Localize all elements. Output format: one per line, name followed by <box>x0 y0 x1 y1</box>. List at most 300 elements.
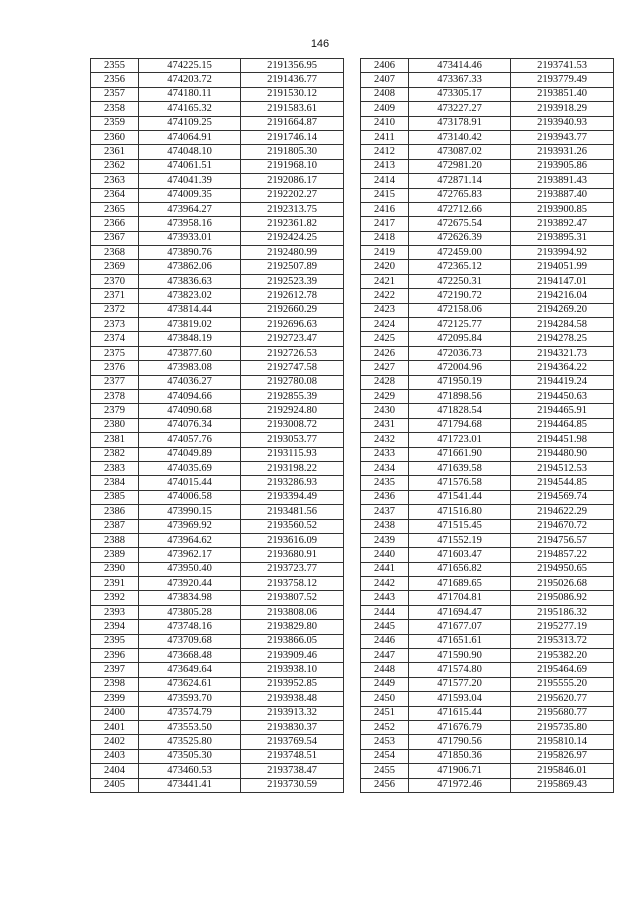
point-number-cell: 2400 <box>91 706 139 720</box>
point-number-cell: 2424 <box>361 318 409 332</box>
table-row <box>91 663 344 677</box>
y-coordinate-cell: 2195555.20 <box>511 677 614 691</box>
point-number-cell: 2370 <box>91 274 139 288</box>
y-coordinate-cell: 2195277.19 <box>511 620 614 634</box>
point-number-cell: 2409 <box>361 102 409 116</box>
table-row <box>91 490 344 504</box>
x-coordinate-cell: 472095.84 <box>409 332 511 346</box>
y-coordinate-cell: 2191968.10 <box>241 159 344 173</box>
table-row <box>91 332 344 346</box>
table-row <box>361 332 614 346</box>
y-coordinate-cell: 2193198.22 <box>241 461 344 475</box>
point-number-cell: 2396 <box>91 649 139 663</box>
x-coordinate-cell: 473990.15 <box>139 505 241 519</box>
x-coordinate-cell: 473890.76 <box>139 246 241 260</box>
x-coordinate-cell: 473624.61 <box>139 677 241 691</box>
point-number-cell: 2365 <box>91 202 139 216</box>
x-coordinate-cell: 474094.66 <box>139 389 241 403</box>
y-coordinate-cell: 2194857.22 <box>511 548 614 562</box>
table-row <box>91 620 344 634</box>
y-coordinate-cell: 2193616.09 <box>241 533 344 547</box>
x-coordinate-cell: 471515.45 <box>409 519 511 533</box>
y-coordinate-cell: 2192361.82 <box>241 217 344 231</box>
x-coordinate-cell: 473748.16 <box>139 620 241 634</box>
x-coordinate-cell: 471656.82 <box>409 562 511 576</box>
table-row <box>91 764 344 778</box>
point-number-cell: 2395 <box>91 634 139 648</box>
x-coordinate-cell: 473668.48 <box>139 649 241 663</box>
coordinate-table-left <box>90 58 344 793</box>
x-coordinate-cell: 473414.46 <box>409 59 511 73</box>
y-coordinate-cell: 2193892.47 <box>511 217 614 231</box>
y-coordinate-cell: 2193909.46 <box>241 649 344 663</box>
x-coordinate-cell: 472004.96 <box>409 361 511 375</box>
x-coordinate-cell: 473441.41 <box>139 778 241 792</box>
point-number-cell: 2440 <box>361 548 409 562</box>
x-coordinate-cell: 473805.28 <box>139 605 241 619</box>
y-coordinate-cell: 2193481.56 <box>241 505 344 519</box>
y-coordinate-cell: 2193680.91 <box>241 548 344 562</box>
x-coordinate-cell: 471577.20 <box>409 677 511 691</box>
y-coordinate-cell: 2194216.04 <box>511 289 614 303</box>
point-number-cell: 2448 <box>361 663 409 677</box>
point-number-cell: 2402 <box>91 735 139 749</box>
y-coordinate-cell: 2193008.72 <box>241 418 344 432</box>
y-coordinate-cell: 2194464.85 <box>511 418 614 432</box>
x-coordinate-cell: 472459.00 <box>409 246 511 260</box>
x-coordinate-cell: 474225.15 <box>139 59 241 73</box>
y-coordinate-cell: 2195026.68 <box>511 577 614 591</box>
table-row <box>361 548 614 562</box>
x-coordinate-cell: 473823.02 <box>139 289 241 303</box>
x-coordinate-cell: 473983.08 <box>139 361 241 375</box>
x-coordinate-cell: 472365.12 <box>409 260 511 274</box>
y-coordinate-cell: 2191436.77 <box>241 73 344 87</box>
point-number-cell: 2437 <box>361 505 409 519</box>
x-coordinate-cell: 473969.92 <box>139 519 241 533</box>
y-coordinate-cell: 2194051.99 <box>511 260 614 274</box>
point-number-cell: 2446 <box>361 634 409 648</box>
table-row <box>91 605 344 619</box>
table-row <box>361 346 614 360</box>
y-coordinate-cell: 2195313.72 <box>511 634 614 648</box>
y-coordinate-cell: 2193918.29 <box>511 102 614 116</box>
x-coordinate-cell: 471950.19 <box>409 375 511 389</box>
point-number-cell: 2417 <box>361 217 409 231</box>
table-row <box>91 59 344 73</box>
table-row <box>361 202 614 216</box>
point-number-cell: 2369 <box>91 260 139 274</box>
y-coordinate-cell: 2193938.48 <box>241 692 344 706</box>
point-number-cell: 2407 <box>361 73 409 87</box>
table-row <box>361 433 614 447</box>
point-number-cell: 2420 <box>361 260 409 274</box>
x-coordinate-cell: 474048.10 <box>139 145 241 159</box>
point-number-cell: 2410 <box>361 116 409 130</box>
y-coordinate-cell: 2193779.49 <box>511 73 614 87</box>
table-row <box>361 231 614 245</box>
point-number-cell: 2371 <box>91 289 139 303</box>
x-coordinate-cell: 471593.04 <box>409 692 511 706</box>
y-coordinate-cell: 2195735.80 <box>511 720 614 734</box>
table-row <box>361 461 614 475</box>
y-coordinate-cell: 2193286.93 <box>241 476 344 490</box>
x-coordinate-cell: 471651.61 <box>409 634 511 648</box>
point-number-cell: 2414 <box>361 174 409 188</box>
x-coordinate-cell: 473178.91 <box>409 116 511 130</box>
y-coordinate-cell: 2193866.05 <box>241 634 344 648</box>
table-row <box>361 505 614 519</box>
point-number-cell: 2430 <box>361 404 409 418</box>
y-coordinate-cell: 2193053.77 <box>241 433 344 447</box>
table-row <box>91 677 344 691</box>
point-number-cell: 2378 <box>91 389 139 403</box>
y-coordinate-cell: 2195826.97 <box>511 749 614 763</box>
point-number-cell: 2422 <box>361 289 409 303</box>
y-coordinate-cell: 2192424.25 <box>241 231 344 245</box>
page-number: 146 <box>310 38 330 50</box>
y-coordinate-cell: 2192523.39 <box>241 274 344 288</box>
table-row <box>91 346 344 360</box>
point-number-cell: 2434 <box>361 461 409 475</box>
table-row <box>361 361 614 375</box>
point-number-cell: 2377 <box>91 375 139 389</box>
x-coordinate-cell: 471574.80 <box>409 663 511 677</box>
table-row <box>361 303 614 317</box>
y-coordinate-cell: 2191356.95 <box>241 59 344 73</box>
table-row <box>361 447 614 461</box>
point-number-cell: 2357 <box>91 87 139 101</box>
table-row <box>91 562 344 576</box>
point-number-cell: 2408 <box>361 87 409 101</box>
table-row <box>361 404 614 418</box>
y-coordinate-cell: 2193808.06 <box>241 605 344 619</box>
point-number-cell: 2390 <box>91 562 139 576</box>
table-row <box>361 159 614 173</box>
point-number-cell: 2360 <box>91 130 139 144</box>
x-coordinate-cell: 473367.33 <box>409 73 511 87</box>
point-number-cell: 2450 <box>361 692 409 706</box>
point-number-cell: 2436 <box>361 490 409 504</box>
x-coordinate-cell: 474009.35 <box>139 188 241 202</box>
y-coordinate-cell: 2195464.69 <box>511 663 614 677</box>
x-coordinate-cell: 473649.64 <box>139 663 241 677</box>
x-coordinate-cell: 473964.62 <box>139 533 241 547</box>
point-number-cell: 2435 <box>361 476 409 490</box>
x-coordinate-cell: 474049.89 <box>139 447 241 461</box>
point-number-cell: 2453 <box>361 735 409 749</box>
y-coordinate-cell: 2192855.39 <box>241 389 344 403</box>
y-coordinate-cell: 2193905.86 <box>511 159 614 173</box>
x-coordinate-cell: 471603.47 <box>409 548 511 562</box>
table-row <box>361 519 614 533</box>
table-row <box>91 692 344 706</box>
y-coordinate-cell: 2193738.47 <box>241 764 344 778</box>
x-coordinate-cell: 471828.54 <box>409 404 511 418</box>
point-number-cell: 2404 <box>91 764 139 778</box>
point-number-cell: 2389 <box>91 548 139 562</box>
table-row <box>361 130 614 144</box>
y-coordinate-cell: 2194147.01 <box>511 274 614 288</box>
x-coordinate-cell: 474036.27 <box>139 375 241 389</box>
point-number-cell: 2398 <box>91 677 139 691</box>
point-number-cell: 2426 <box>361 346 409 360</box>
y-coordinate-cell: 2192480.99 <box>241 246 344 260</box>
y-coordinate-cell: 2192086.17 <box>241 174 344 188</box>
x-coordinate-cell: 474076.34 <box>139 418 241 432</box>
y-coordinate-cell: 2191583.61 <box>241 102 344 116</box>
y-coordinate-cell: 2192507.89 <box>241 260 344 274</box>
point-number-cell: 2368 <box>91 246 139 260</box>
y-coordinate-cell: 2194321.73 <box>511 346 614 360</box>
x-coordinate-cell: 473305.17 <box>409 87 511 101</box>
y-coordinate-cell: 2193394.49 <box>241 490 344 504</box>
table-row <box>91 749 344 763</box>
table-row <box>91 418 344 432</box>
y-coordinate-cell: 2192747.58 <box>241 361 344 375</box>
table-row <box>91 174 344 188</box>
y-coordinate-cell: 2194480.90 <box>511 447 614 461</box>
point-number-cell: 2363 <box>91 174 139 188</box>
point-number-cell: 2451 <box>361 706 409 720</box>
y-coordinate-cell: 2194622.29 <box>511 505 614 519</box>
y-coordinate-cell: 2192612.78 <box>241 289 344 303</box>
table-row <box>361 87 614 101</box>
point-number-cell: 2415 <box>361 188 409 202</box>
table-row <box>361 591 614 605</box>
x-coordinate-cell: 473814.44 <box>139 303 241 317</box>
table-row <box>91 231 344 245</box>
table-row <box>361 577 614 591</box>
table-row <box>361 260 614 274</box>
point-number-cell: 2364 <box>91 188 139 202</box>
table-row <box>91 289 344 303</box>
y-coordinate-cell: 2193913.32 <box>241 706 344 720</box>
point-number-cell: 2382 <box>91 447 139 461</box>
x-coordinate-cell: 473709.68 <box>139 634 241 648</box>
x-coordinate-cell: 473964.27 <box>139 202 241 216</box>
table-row <box>361 692 614 706</box>
point-number-cell: 2444 <box>361 605 409 619</box>
coordinate-table-right <box>360 58 614 793</box>
table-row <box>91 130 344 144</box>
point-number-cell: 2397 <box>91 663 139 677</box>
x-coordinate-cell: 474006.58 <box>139 490 241 504</box>
point-number-cell: 2376 <box>91 361 139 375</box>
point-number-cell: 2366 <box>91 217 139 231</box>
x-coordinate-cell: 471790.56 <box>409 735 511 749</box>
x-coordinate-cell: 473227.27 <box>409 102 511 116</box>
table-row <box>361 318 614 332</box>
table-row <box>91 217 344 231</box>
y-coordinate-cell: 2193900.85 <box>511 202 614 216</box>
point-number-cell: 2358 <box>91 102 139 116</box>
point-number-cell: 2394 <box>91 620 139 634</box>
x-coordinate-cell: 472981.20 <box>409 159 511 173</box>
table-row <box>361 749 614 763</box>
y-coordinate-cell: 2193931.26 <box>511 145 614 159</box>
point-number-cell: 2355 <box>91 59 139 73</box>
x-coordinate-cell: 471661.90 <box>409 447 511 461</box>
x-coordinate-cell: 473525.80 <box>139 735 241 749</box>
table-row <box>91 706 344 720</box>
table-row <box>361 649 614 663</box>
table-row <box>91 102 344 116</box>
point-number-cell: 2380 <box>91 418 139 432</box>
x-coordinate-cell: 471677.07 <box>409 620 511 634</box>
x-coordinate-cell: 474064.91 <box>139 130 241 144</box>
x-coordinate-cell: 471615.44 <box>409 706 511 720</box>
y-coordinate-cell: 2191746.14 <box>241 130 344 144</box>
point-number-cell: 2392 <box>91 591 139 605</box>
table-row <box>91 361 344 375</box>
y-coordinate-cell: 2194950.65 <box>511 562 614 576</box>
table-row <box>91 159 344 173</box>
y-coordinate-cell: 2193741.53 <box>511 59 614 73</box>
y-coordinate-cell: 2191664.87 <box>241 116 344 130</box>
y-coordinate-cell: 2195810.14 <box>511 735 614 749</box>
point-number-cell: 2362 <box>91 159 139 173</box>
point-number-cell: 2412 <box>361 145 409 159</box>
point-number-cell: 2427 <box>361 361 409 375</box>
point-number-cell: 2447 <box>361 649 409 663</box>
table-row <box>91 519 344 533</box>
table-row <box>91 274 344 288</box>
x-coordinate-cell: 471906.71 <box>409 764 511 778</box>
x-coordinate-cell: 472712.66 <box>409 202 511 216</box>
table-row <box>91 720 344 734</box>
point-number-cell: 2401 <box>91 720 139 734</box>
x-coordinate-cell: 474203.72 <box>139 73 241 87</box>
table-row <box>91 778 344 792</box>
point-number-cell: 2388 <box>91 533 139 547</box>
table-row <box>361 246 614 260</box>
point-number-cell: 2423 <box>361 303 409 317</box>
x-coordinate-cell: 471516.80 <box>409 505 511 519</box>
x-coordinate-cell: 474057.76 <box>139 433 241 447</box>
table-row <box>361 59 614 73</box>
table-row <box>91 533 344 547</box>
y-coordinate-cell: 2193830.37 <box>241 720 344 734</box>
point-number-cell: 2399 <box>91 692 139 706</box>
x-coordinate-cell: 473834.98 <box>139 591 241 605</box>
table-row <box>91 260 344 274</box>
table-row <box>361 735 614 749</box>
y-coordinate-cell: 2194364.22 <box>511 361 614 375</box>
point-number-cell: 2418 <box>361 231 409 245</box>
y-coordinate-cell: 2195869.43 <box>511 778 614 792</box>
x-coordinate-cell: 471541.44 <box>409 490 511 504</box>
y-coordinate-cell: 2195620.77 <box>511 692 614 706</box>
y-coordinate-cell: 2193952.85 <box>241 677 344 691</box>
point-number-cell: 2403 <box>91 749 139 763</box>
y-coordinate-cell: 2193887.40 <box>511 188 614 202</box>
point-number-cell: 2442 <box>361 577 409 591</box>
x-coordinate-cell: 473574.79 <box>139 706 241 720</box>
table-row <box>91 188 344 202</box>
table-row <box>361 188 614 202</box>
y-coordinate-cell: 2193115.93 <box>241 447 344 461</box>
point-number-cell: 2432 <box>361 433 409 447</box>
point-number-cell: 2416 <box>361 202 409 216</box>
point-number-cell: 2385 <box>91 490 139 504</box>
x-coordinate-cell: 471552.19 <box>409 533 511 547</box>
table-row <box>361 663 614 677</box>
y-coordinate-cell: 2194450.63 <box>511 389 614 403</box>
table-row <box>91 461 344 475</box>
x-coordinate-cell: 474090.68 <box>139 404 241 418</box>
table-row <box>361 778 614 792</box>
point-number-cell: 2429 <box>361 389 409 403</box>
y-coordinate-cell: 2192202.27 <box>241 188 344 202</box>
y-coordinate-cell: 2194756.57 <box>511 533 614 547</box>
table-row <box>91 447 344 461</box>
y-coordinate-cell: 2194284.58 <box>511 318 614 332</box>
table-row <box>361 289 614 303</box>
table-row <box>361 764 614 778</box>
table-row <box>91 649 344 663</box>
table-row <box>361 562 614 576</box>
y-coordinate-cell: 2194544.85 <box>511 476 614 490</box>
y-coordinate-cell: 2193938.10 <box>241 663 344 677</box>
table-row <box>91 303 344 317</box>
table-row <box>91 145 344 159</box>
table-row <box>361 533 614 547</box>
y-coordinate-cell: 2193730.59 <box>241 778 344 792</box>
x-coordinate-cell: 473836.63 <box>139 274 241 288</box>
point-number-cell: 2454 <box>361 749 409 763</box>
y-coordinate-cell: 2193723.77 <box>241 562 344 576</box>
table-row <box>91 476 344 490</box>
table-row <box>91 505 344 519</box>
x-coordinate-cell: 472675.54 <box>409 217 511 231</box>
y-coordinate-cell: 2194269.20 <box>511 303 614 317</box>
y-coordinate-cell: 2194512.53 <box>511 461 614 475</box>
x-coordinate-cell: 473862.06 <box>139 260 241 274</box>
y-coordinate-cell: 2191530.12 <box>241 87 344 101</box>
point-number-cell: 2359 <box>91 116 139 130</box>
y-coordinate-cell: 2193769.54 <box>241 735 344 749</box>
y-coordinate-cell: 2195382.20 <box>511 649 614 663</box>
table-row <box>91 87 344 101</box>
x-coordinate-cell: 471689.65 <box>409 577 511 591</box>
x-coordinate-cell: 473958.16 <box>139 217 241 231</box>
x-coordinate-cell: 473553.50 <box>139 720 241 734</box>
x-coordinate-cell: 473505.30 <box>139 749 241 763</box>
x-coordinate-cell: 473920.44 <box>139 577 241 591</box>
table-row <box>361 116 614 130</box>
point-number-cell: 2375 <box>91 346 139 360</box>
x-coordinate-cell: 472125.77 <box>409 318 511 332</box>
table-row <box>361 490 614 504</box>
point-number-cell: 2413 <box>361 159 409 173</box>
point-number-cell: 2361 <box>91 145 139 159</box>
point-number-cell: 2406 <box>361 59 409 73</box>
x-coordinate-cell: 473593.70 <box>139 692 241 706</box>
point-number-cell: 2419 <box>361 246 409 260</box>
x-coordinate-cell: 473962.17 <box>139 548 241 562</box>
table-row <box>91 318 344 332</box>
y-coordinate-cell: 2195680.77 <box>511 706 614 720</box>
y-coordinate-cell: 2194569.74 <box>511 490 614 504</box>
y-coordinate-cell: 2193807.52 <box>241 591 344 605</box>
table-row <box>91 116 344 130</box>
table-row <box>361 476 614 490</box>
y-coordinate-cell: 2192723.47 <box>241 332 344 346</box>
x-coordinate-cell: 473819.02 <box>139 318 241 332</box>
table-row <box>361 375 614 389</box>
x-coordinate-cell: 474165.32 <box>139 102 241 116</box>
